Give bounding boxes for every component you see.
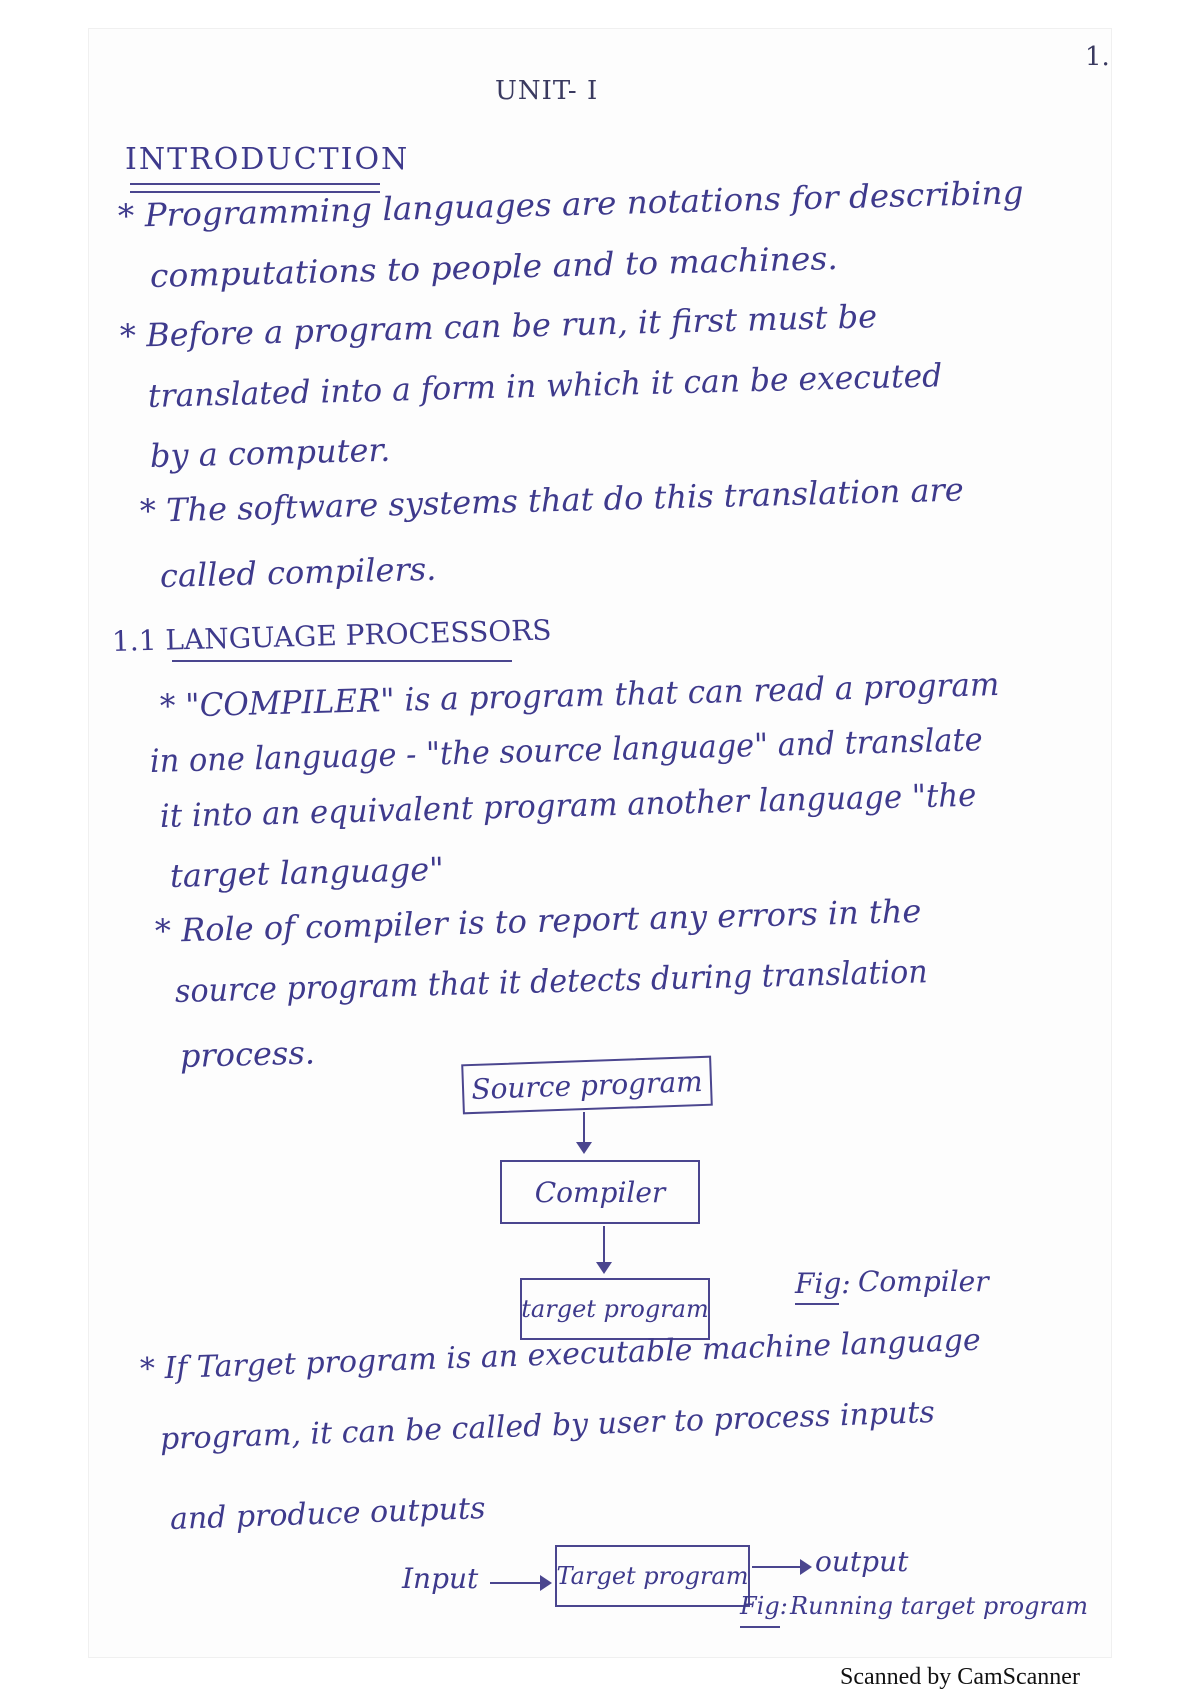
arrow-right-icon [490, 1582, 550, 1584]
fig2-label-underline [740, 1626, 780, 1628]
fig-label: Fig: [795, 1267, 851, 1300]
arrow-down-icon [583, 1112, 585, 1152]
fig-label-underline [795, 1303, 839, 1305]
intro-line-3: * Before a program can be run, it first must be [119, 297, 878, 355]
arrow-right-icon [752, 1566, 810, 1568]
intro-line-5: by a computer. [149, 430, 391, 475]
compiler-line-2: in one language - "the source language" and translate [149, 720, 984, 780]
subsection-title: 1.1 LANGUAGE PROCESSORS [111, 613, 552, 658]
intro-line-6: * The software systems that do this translation are [139, 470, 965, 530]
intro-line-4: translated into a form in which it can be executed [147, 356, 943, 415]
compiler-line-6: source program that it detects during translation [174, 952, 929, 1010]
fig-caption: Compiler [858, 1265, 989, 1298]
source-program-box: Source program [461, 1056, 713, 1115]
target-program-box: target program [520, 1278, 710, 1340]
fig2-caption: Running target program [790, 1592, 1089, 1620]
target-line-2: program, it can be called by user to process inputs [159, 1394, 936, 1457]
page-number: 1. [1085, 42, 1110, 72]
running-target-program-box: Target program [555, 1545, 750, 1607]
compiler-line-1: * "COMPILER" is a program that can read a program [159, 665, 1000, 725]
intro-line-2: computations to people and to machines. [149, 238, 839, 295]
input-label: Input [402, 1562, 479, 1595]
section-title: INTRODUCTION [125, 142, 410, 177]
intro-line-7: called compilers. [159, 549, 437, 595]
fig2-label: Fig: [740, 1592, 788, 1620]
arrow-down-icon [603, 1226, 605, 1272]
scanner-watermark: Scanned by CamScanner [840, 1664, 1080, 1690]
compiler-line-3: it into an equivalent program another language "the [159, 775, 977, 835]
target-line-3: and produce outputs [169, 1490, 486, 1537]
intro-line-1: * Programming languages are notations for describing [117, 173, 1024, 235]
compiler-line-4: target language" [169, 849, 445, 895]
target-line-1: * If Target program is an executable machine language [139, 1322, 982, 1387]
compiler-line-7: process. [179, 1033, 316, 1075]
unit-title: UNIT- I [495, 76, 599, 106]
compiler-box: Compiler [500, 1160, 700, 1224]
subsection-title-underline [172, 660, 512, 662]
output-label: output [815, 1545, 909, 1578]
compiler-line-5: * Role of compiler is to report any errors in the [154, 891, 922, 950]
